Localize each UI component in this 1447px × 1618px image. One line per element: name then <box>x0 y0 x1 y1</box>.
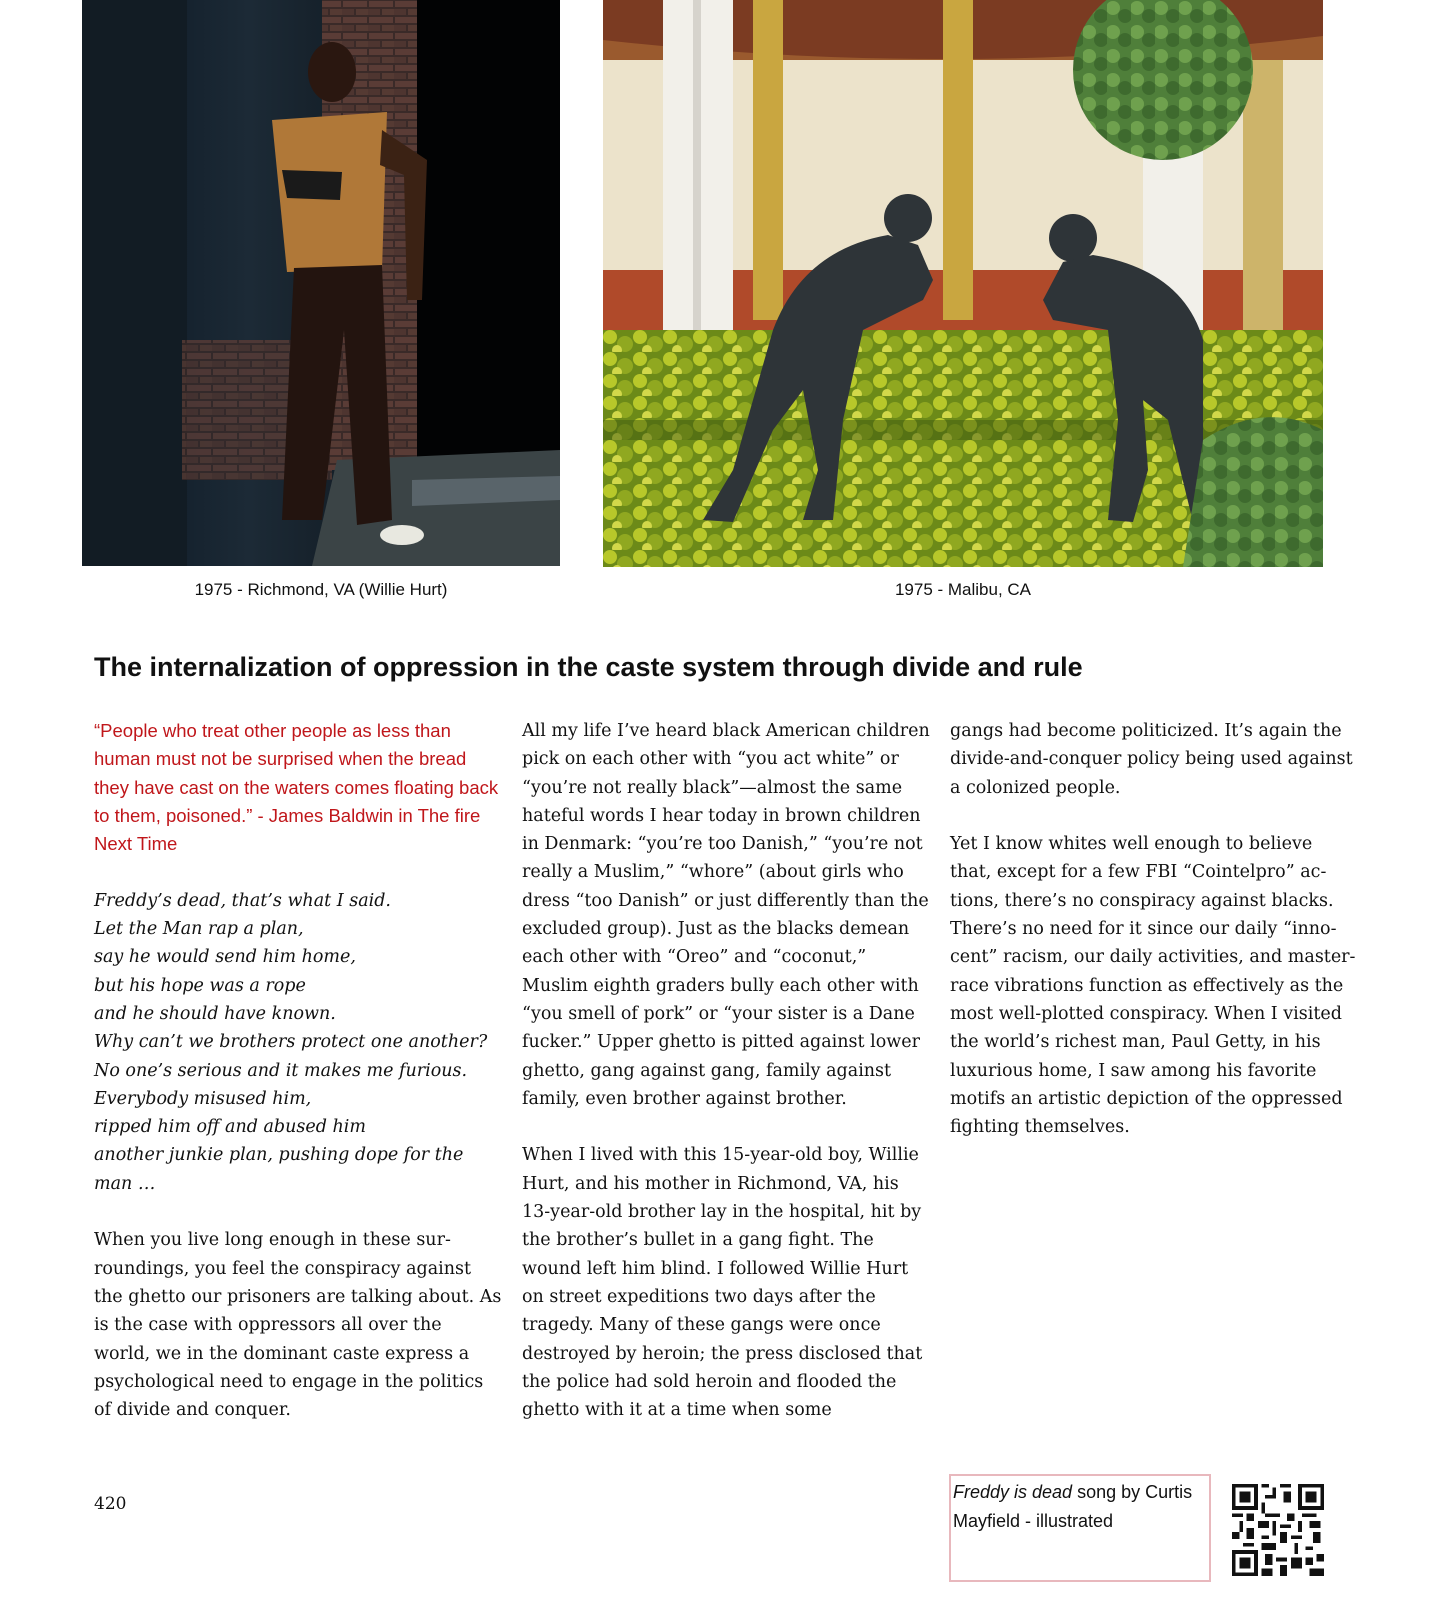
body-paragraph: All my life I’ve heard black American children pick on each other with “you act white” or “you’re not really black”—almost the same hateful words I hear today in brown children in Denmark: “you’re too Danish,” “you’re not really a Muslim,” “whore” (about girls who dress “too Danish” or just differently than the excluded group). Just as the blacks demean each other with “Oreo” and “coconut,” Muslim eighth graders bully each other with “you smell of pork” or “your sister is a Dane fucker.” Upper ghetto is pitted against lower ghetto, gang against gang, family against family, even brother against brother. <box>522 721 930 1109</box>
baldwin-quote: “People who treat other people as less than human must not be surprised when the bread they have cast on the waters comes floating back to them, poisoned.” - James Baldwin in The fire Next Time <box>94 720 499 855</box>
lyric-line: Let the Man rap a plan, <box>94 919 304 940</box>
song-reference-note <box>949 1474 1211 1582</box>
body-paragraph: Yet I know whites well enough to believe that, except for a few FBI “Cointelpro” actions, there’s no conspiracy against blacks. There’s no need for it since our daily “innocent” racism, our daily activities, and master-race vibrations function as effectively as the most well-plotted conspiracy. When I visited the world’s richest man, Paul Getty, in his luxurious home, I saw among his favorite motifs an artistic depiction of the oppressed fighting themselves. <box>950 834 1356 1138</box>
lyric-line: No one’s serious and it makes me furious. <box>94 1060 468 1081</box>
song-title: Freddy is dead <box>953 1482 1073 1502</box>
text-column-1 <box>94 717 502 1453</box>
lyric-line: another junkie plan, pushing dope for the man … <box>94 1145 464 1194</box>
lyric-line: Freddy’s dead, that’s what I said. <box>94 890 391 911</box>
qr-code-icon[interactable] <box>1232 1484 1324 1576</box>
body-paragraph: When I lived with this 15-year-old boy, Willie Hurt, and his mother in Richmond, VA, his 13-year-old brother lay in the hospital, hit by the brother’s bullet in a gang fight. The wound left him blind. I followed Willie Hurt on street expeditions two days after the tragedy. Many of these gangs were once destroyed by heroin; the press disclosed that the police had sold heroin and flooded the ghetto with it at a time when some <box>522 1145 923 1421</box>
section-heading: The internalization of oppression in the caste system through divide and rule <box>94 652 1083 682</box>
text-column-2 <box>522 717 930 1453</box>
song-lyrics <box>94 887 502 1198</box>
photo-malibu-getty-sculpture <box>603 0 1323 567</box>
lyric-line: Why can’t we brothers protect one another? <box>94 1032 488 1053</box>
lyric-line: and he should have known. <box>94 1003 336 1024</box>
text-column-3 <box>950 717 1358 1170</box>
body-paragraph: gangs had become politicized. It’s again the divide-and-conquer policy being used against a colonized people. <box>950 721 1353 798</box>
lyric-line: say he would send him home, <box>94 947 356 968</box>
photo-richmond-willie-hurt <box>82 0 560 566</box>
lyric-line: ripped him off and abused him <box>94 1117 366 1138</box>
photo-caption-malibu: 1975 - Malibu, CA <box>894 580 1032 599</box>
body-paragraph: When you live long enough in these surroundings, you feel the conspiracy against the ghetto our prisoners are talking about. As is the case with oppressors all over the world, we in the dominant caste express a psychological need to engage in the politics of divide and conquer. <box>94 1230 502 1421</box>
photo-caption-richmond: 1975 - Richmond, VA (Willie Hurt) <box>194 580 448 599</box>
lyric-line: but his hope was a rope <box>94 975 306 996</box>
lyric-line: Everybody misused him, <box>94 1088 312 1109</box>
song-credit: song by Curtis Mayfield - illustrated <box>953 1482 1193 1531</box>
page-number: 420 <box>94 1494 127 1514</box>
